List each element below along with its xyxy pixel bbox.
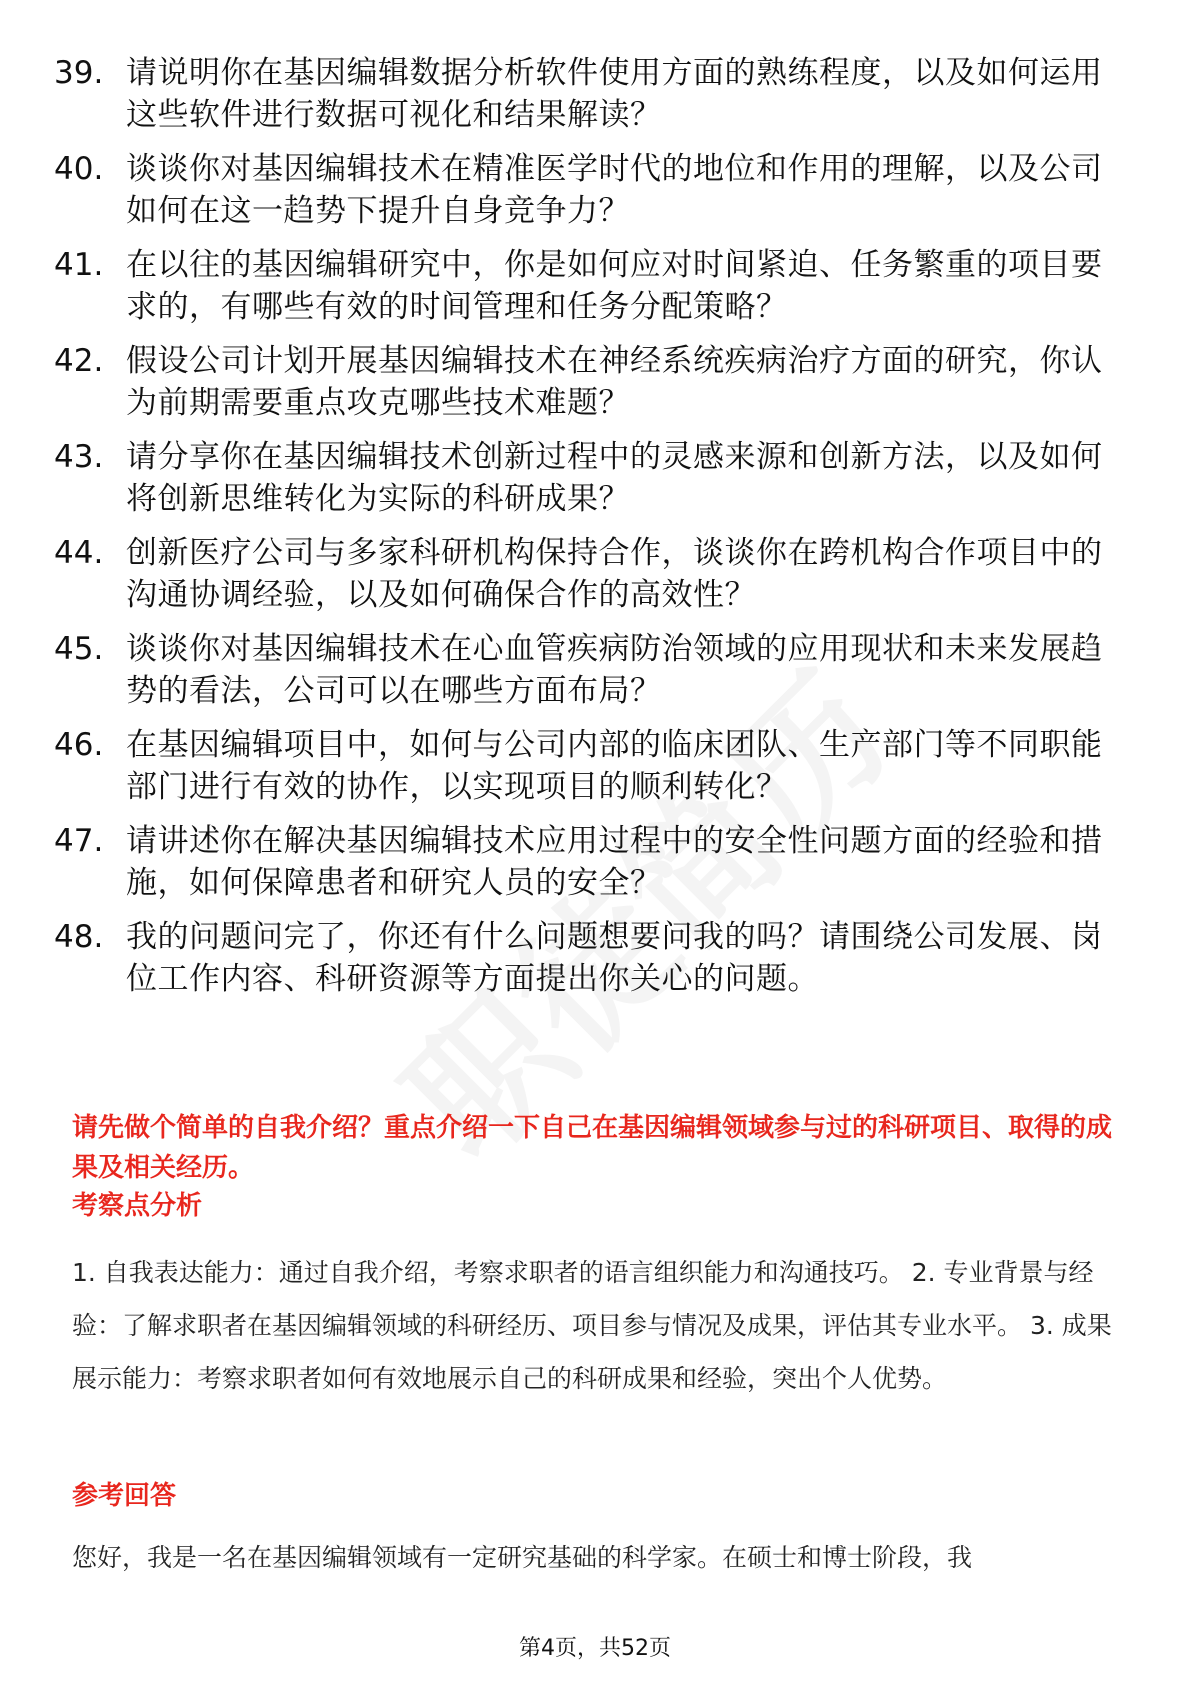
question-number: 46. — [54, 727, 104, 763]
question-number: 42. — [54, 343, 104, 379]
question-item — [0, 628, 1190, 724]
answer-heading: 参考回答 — [72, 1481, 177, 1511]
question-text: 请说明你在基因编辑数据分析软件使用方面的熟练程度，以及如何运用这些软件进行数据可视化和结果解读？ — [126, 55, 1103, 133]
question-item — [0, 340, 1190, 436]
question-number: 44. — [54, 535, 104, 571]
analysis-body: 1. 自我表达能力：通过自我介绍，考察求职者的语言组织能力和沟通技巧。 2. 专业背景与经验：了解求职者在基因编辑领域的科研经历、项目参与情况及成果，评估其专业水平。 3. 成果展示能力：考察求职者如何有效地展示自己的科研成果和经验，突出个人优势。 — [72, 1258, 1112, 1393]
question-text: 请讲述你在解决基因编辑技术应用过程中的安全性问题方面的经验和措施，如何保障患者和研究人员的安全？ — [126, 823, 1103, 901]
question-item — [0, 52, 1190, 148]
answer-body: 您好，我是一名在基因编辑领域有一定研究基础的科学家。在硕士和博士阶段，我 — [72, 1543, 973, 1572]
analysis-heading: 考察点分析 — [72, 1191, 203, 1221]
question-text: 创新医疗公司与多家科研机构保持合作，谈谈你在跨机构合作项目中的沟通协调经验，以及如何确保合作的高效性？ — [126, 535, 1103, 613]
question-number: 40. — [54, 151, 104, 187]
question-text: 假设公司计划开展基因编辑技术在神经系统疾病治疗方面的研究，你认为前期需要重点攻克哪些技术难题？ — [126, 343, 1103, 421]
question-text: 在以往的基因编辑研究中，你是如何应对时间紧迫、任务繁重的项目要求的，有哪些有效的时间管理和任务分配策略？ — [126, 247, 1103, 325]
question-text: 谈谈你对基因编辑技术在精准医学时代的地位和作用的理解，以及公司如何在这一趋势下提升自身竞争力？ — [126, 151, 1103, 229]
question-item — [0, 148, 1190, 244]
question-number: 39. — [54, 55, 104, 91]
question-item — [0, 724, 1190, 820]
featured-question-title: 请先做个简单的自我介绍？重点介绍一下自己在基因编辑领域参与过的科研项目、取得的成果及相关经历。 — [72, 1113, 1113, 1183]
question-number: 48. — [54, 919, 104, 955]
question-text: 我的问题问完了，你还有什么问题想要问我的吗？请围绕公司发展、岗位工作内容、科研资源等方面提出你关心的问题。 — [126, 919, 1103, 997]
question-text: 谈谈你对基因编辑技术在心血管疾病防治领域的应用现状和未来发展趋势的看法，公司可以在哪些方面布局？ — [126, 631, 1103, 709]
question-text: 请分享你在基因编辑技术创新过程中的灵感来源和创新方法，以及如何将创新思维转化为实际的科研成果？ — [126, 439, 1103, 517]
question-item — [0, 244, 1190, 340]
question-item — [0, 436, 1190, 532]
question-number: 41. — [54, 247, 104, 283]
question-item — [0, 820, 1190, 916]
question-number: 47. — [54, 823, 104, 859]
question-item — [0, 916, 1190, 1012]
question-number: 43. — [54, 439, 104, 475]
question-item — [0, 532, 1190, 628]
question-text: 在基因编辑项目中，如何与公司内部的临床团队、生产部门等不同职能部门进行有效的协作，以实现项目的顺利转化？ — [126, 727, 1103, 805]
question-number: 45. — [54, 631, 104, 667]
page-footer: 第4页，共52页 — [519, 1636, 671, 1661]
